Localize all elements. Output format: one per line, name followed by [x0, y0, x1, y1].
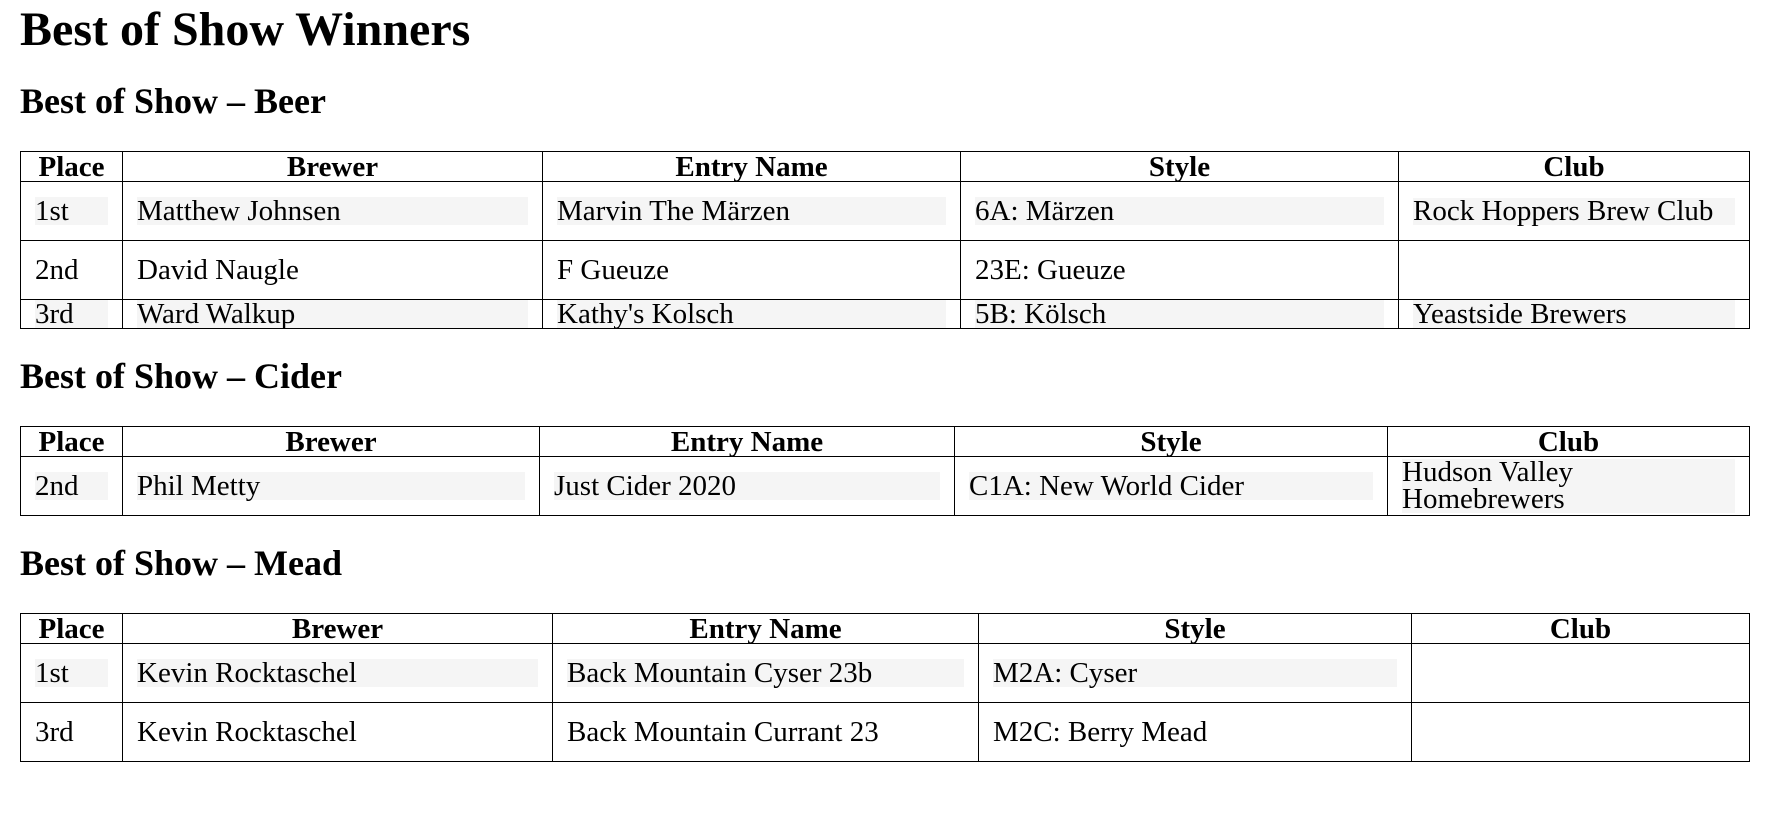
place-value: 2nd: [35, 472, 108, 500]
brewer-value: David Naugle: [137, 254, 299, 286]
brewer-cell: [123, 300, 543, 329]
place-cell: [21, 457, 123, 516]
brewer-cell: [123, 457, 540, 516]
style-cell: [979, 644, 1412, 703]
place-value: 1st: [35, 197, 108, 225]
style-value: 23E: Gueuze: [975, 254, 1126, 286]
place-value: 3rd: [35, 300, 108, 328]
column-header-style: Style: [955, 427, 1388, 457]
brewer-value: Kevin Rocktaschel: [137, 659, 538, 687]
table-header-row: [21, 427, 1750, 457]
cider-winners-table: [20, 426, 1750, 516]
entry-name-cell: [543, 241, 961, 300]
style-value: M2A: Cyser: [993, 659, 1397, 687]
column-header-club: Club: [1399, 152, 1750, 182]
style-cell: [979, 703, 1412, 762]
table-row: [21, 300, 1750, 329]
brewer-value: Ward Walkup: [137, 300, 528, 328]
table-row: [21, 457, 1750, 516]
column-header-place: Place: [21, 614, 123, 644]
entry-name-value: Back Mountain Currant 23: [567, 716, 879, 748]
style-cell: [955, 457, 1388, 516]
style-cell: [961, 182, 1399, 241]
column-header-brewer: Brewer: [123, 152, 543, 182]
table-row: [21, 182, 1750, 241]
entry-name-cell: [543, 300, 961, 329]
brewer-value: Matthew Johnsen: [137, 197, 528, 225]
style-cell: [961, 241, 1399, 300]
beer-winners-table: [20, 151, 1750, 329]
brewer-cell: [123, 644, 553, 703]
column-header-style: Style: [961, 152, 1399, 182]
place-value: 3rd: [35, 716, 74, 748]
club-cell: [1399, 300, 1750, 329]
entry-name-value: Just Cider 2020: [554, 472, 940, 500]
place-cell: [21, 241, 123, 300]
column-header-brewer: Brewer: [123, 614, 553, 644]
style-value: C1A: New World Cider: [969, 472, 1373, 500]
column-header-place: Place: [21, 427, 123, 457]
place-cell: [21, 182, 123, 241]
entry-name-value: Back Mountain Cyser 23b: [567, 659, 964, 687]
page-title: Best of Show Winners: [20, 3, 471, 56]
style-value: M2C: Berry Mead: [993, 716, 1208, 748]
club-cell: [1399, 182, 1750, 241]
column-header-entry-name: Entry Name: [540, 427, 955, 457]
place-value: 2nd: [35, 254, 79, 286]
table-header-row: [21, 614, 1750, 644]
column-header-entry-name: Entry Name: [553, 614, 979, 644]
club-value: Hudson Valley Homebrewers: [1402, 459, 1735, 513]
entry-name-cell: [553, 703, 979, 762]
column-header-entry-name: Entry Name: [543, 152, 961, 182]
brewer-value: Kevin Rocktaschel: [137, 716, 357, 748]
brewer-cell: [123, 703, 553, 762]
column-header-club: Club: [1412, 614, 1750, 644]
club-cell: [1412, 703, 1750, 762]
style-cell: [961, 300, 1399, 329]
place-value: 1st: [35, 659, 108, 687]
column-header-style: Style: [979, 614, 1412, 644]
table-header-row: [21, 152, 1750, 182]
club-cell: [1388, 457, 1750, 516]
column-header-brewer: Brewer: [123, 427, 540, 457]
brewer-cell: [123, 241, 543, 300]
style-value: 5B: Kölsch: [975, 300, 1384, 328]
club-cell: [1412, 644, 1750, 703]
place-cell: [21, 644, 123, 703]
place-cell: [21, 300, 123, 329]
brewer-cell: [123, 182, 543, 241]
table-row: [21, 703, 1750, 762]
club-value: Rock Hoppers Brew Club: [1413, 198, 1735, 225]
entry-name-value: Kathy's Kolsch: [557, 300, 946, 328]
club-cell: [1399, 241, 1750, 300]
style-value: 6A: Märzen: [975, 197, 1384, 225]
section-title-cider: Best of Show – Cider: [20, 356, 342, 396]
section-title-beer: Best of Show – Beer: [20, 81, 326, 121]
column-header-club: Club: [1388, 427, 1750, 457]
section-title-mead: Best of Show – Mead: [20, 543, 342, 583]
entry-name-value: Marvin The Märzen: [557, 197, 946, 225]
table-row: [21, 241, 1750, 300]
club-value: Yeastside Brewers: [1413, 300, 1735, 328]
mead-winners-table: [20, 613, 1750, 762]
entry-name-value: F Gueuze: [557, 254, 669, 286]
table-row: [21, 644, 1750, 703]
entry-name-cell: [553, 644, 979, 703]
column-header-place: Place: [21, 152, 123, 182]
place-cell: [21, 703, 123, 762]
brewer-value: Phil Metty: [137, 472, 525, 500]
entry-name-cell: [540, 457, 955, 516]
entry-name-cell: [543, 182, 961, 241]
